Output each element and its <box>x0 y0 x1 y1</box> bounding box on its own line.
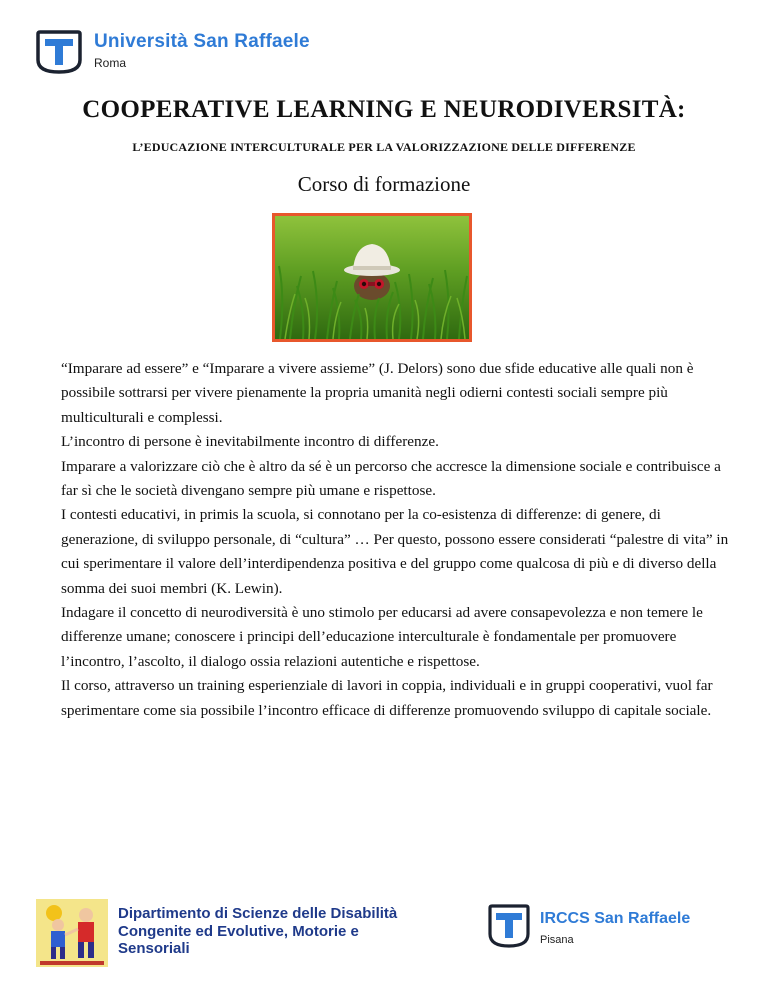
irccs-name: IRCCS San Raffaele <box>540 910 691 927</box>
university-t-icon <box>36 30 82 74</box>
department-name-line: Sensoriali <box>118 940 190 957</box>
paragraph: Il corso, attraverso un training esperienziale di lavori in coppia, individuali e in gruppi cooperativi, vuol far sperimentare come sia possibile l’incontro efficace di differenze promuovendo sviluppo di capitale sociale. <box>61 677 713 719</box>
university-logo <box>36 30 336 76</box>
department-name-line: Congenite ed Evolutive, Motorie e <box>118 922 359 940</box>
document-subtitle: L’EDUCAZIONE INTERCULTURALE PER LA VALORIZZAZIONE DELLE DIFFERENZE <box>132 140 636 154</box>
department-name-line: Dipartimento di Scienze delle Disabilità <box>118 905 398 922</box>
paragraph: Imparare a valorizzare ciò che è altro da sé è un percorso che accresce la dimensione sociale e contribuisce a far sì che le società divengano sempre più umane e rispettose. <box>61 457 721 500</box>
grass-explorer-photo <box>272 213 472 342</box>
paragraph: I contesti educativi, in primis la scuola, si connotano per la co-esistenza di differenze: di genere, di generazione, di sviluppo personale, di “cultura” … Per questo, possono essere considerati “palestre di vita” in cui sperimentare il valore dell’interdipendenza positiva e del gruppo come qualcosa di più e di diverso della somma dei suoi membri (K. Lewin). <box>61 506 729 597</box>
department-children-logo <box>36 899 108 967</box>
paragraph: “Imparare ad essere” e “Imparare a vivere assieme” (J. Delors) sono due sfide educative alle quali non è possibile sottrarsi per vivere pienamente la propria umanità negli odierni contesti sociali sempre più multiculturali e complessi. <box>61 360 694 426</box>
course-label: Corso di formazione <box>297 172 471 196</box>
course-description <box>61 357 731 723</box>
department-name <box>118 905 478 958</box>
university-city: Roma <box>94 56 127 70</box>
paragraph: Indagare il concetto di neurodiversità è uno stimolo per educarsi ad avere consapevolezza e non temere le differenze umane; conoscere i principi dell’educazione interculturale è fondamentale per promuovere l’incontro, l’ascolto, il dialogo ossia relazioni autentiche e rispettose. <box>61 604 703 670</box>
document-title: COOPERATIVE LEARNING E NEURODIVERSITÀ: <box>82 96 686 123</box>
irccs-t-icon <box>488 904 530 948</box>
irccs-city: Pisana <box>540 934 574 946</box>
university-name: Università San Raffaele <box>94 31 310 52</box>
paragraph: L’incontro di persone è inevitabilmente incontro di differenze. <box>61 433 439 451</box>
